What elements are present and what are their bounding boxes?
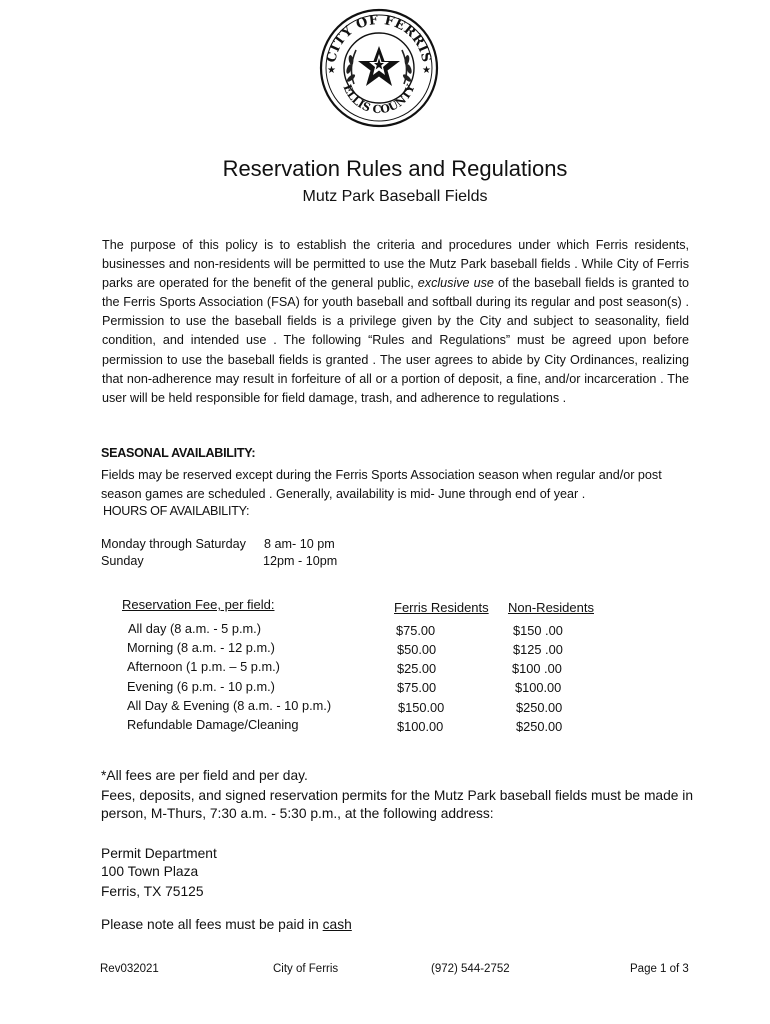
city-seal — [318, 6, 440, 130]
fee-label: Refundable Damage/Cleaning — [127, 717, 299, 732]
footer-revision: Rev032021 — [100, 963, 159, 975]
payment-method: cash — [322, 917, 352, 932]
fee-resident: $75.00 — [396, 623, 436, 638]
address-city: Ferris, TX 75125 — [101, 884, 204, 899]
hours-time: 8 am- 10 pm — [264, 537, 335, 551]
payment-note: Please note all fees must be paid in cash — [101, 917, 352, 932]
seasonal-heading: SEASONAL AVAILABILITY: — [101, 446, 256, 460]
fee-resident: $100.00 — [397, 719, 444, 734]
fee-header-nonresidents: Non-Residents — [508, 600, 594, 615]
fee-nonresident: $250.00 — [516, 700, 563, 715]
deposits-note-line1: Fees, deposits, and signed reservation permits for the Mutz Park baseball fields must be made in — [101, 788, 694, 803]
svg-text:★: ★ — [327, 65, 336, 76]
page-title: Reservation Rules and Regulations — [222, 156, 568, 181]
address-street: 100 Town Plaza — [101, 864, 199, 879]
fees-note: *All fees are per field and per day. — [101, 768, 308, 783]
svg-text:★: ★ — [422, 65, 431, 76]
fee-header-residents: Ferris Residents — [394, 600, 489, 615]
page-subtitle: Mutz Park Baseball Fields — [302, 188, 488, 205]
deposits-note-line2: person, M-Thurs, 7:30 a.m. - 5:30 p.m., at the following address: — [101, 806, 494, 821]
footer-page: Page 1 of 3 — [630, 963, 689, 975]
seasonal-text: Fields may be reserved except during the Ferris Sports Association season when regular and/or post season games are scheduled . Generally, availability is mid- June through end of year . — [101, 468, 662, 501]
hours-day: Sunday — [101, 554, 144, 568]
fee-nonresident: $250.00 — [516, 719, 563, 734]
fee-label: Evening (6 p.m. - 10 p.m.) — [127, 679, 275, 694]
fee-label: All day (8 a.m. - 5 p.m.) — [128, 621, 261, 636]
seal-top-text: CITY OF FERRIS — [324, 12, 434, 65]
hours-heading: HOURS OF AVAILABILITY: — [103, 504, 250, 518]
intro-emphasis: exclusive use — [417, 276, 494, 291]
fee-label: Morning (8 a.m. - 12 p.m.) — [127, 640, 275, 655]
footer-org: City of Ferris — [273, 963, 339, 975]
address-dept: Permit Department — [101, 846, 217, 861]
hours-day: Monday through Saturday — [101, 537, 246, 551]
fee-nonresident: $150 .00 — [513, 623, 563, 638]
fee-nonresident: $100 .00 — [512, 661, 562, 676]
fee-label: Afternoon (1 p.m. – 5 p.m.) — [127, 659, 280, 674]
fee-resident: $25.00 — [397, 661, 437, 676]
fee-resident: $75.00 — [397, 680, 437, 695]
fee-label: All Day & Evening (8 a.m. - 10 p.m.) — [127, 698, 332, 713]
footer-phone: (972) 544-2752 — [431, 963, 510, 975]
fee-header-label: Reservation Fee, per field: — [122, 597, 275, 612]
fee-resident: $150.00 — [398, 700, 445, 715]
fee-nonresident: $125 .00 — [513, 642, 563, 657]
svg-text:ELLIS COUNTY — [341, 83, 418, 117]
hours-time: 12pm - 10pm — [263, 554, 338, 568]
fee-nonresident: $100.00 — [515, 680, 562, 695]
intro-paragraph: The purpose of this policy is to establish the criteria and procedures under which Ferris residents, businesses and non-residents will be permitted to use the Mutz Park baseball fields . While City of Ferris parks are operated for the benefit of the general public, exclusive use of the baseball fields is granted to the Ferris Sports Association (FSA) for youth baseball and softball during its regular and post season(s) . Permission to use the baseball fields is a privilege given by the City and subject to seasonality, field condition, and intended use . The following “Rules and Regulations” must be agreed upon before permission to use the baseball fields is granted . The user agrees to abide by City Ordinances, realizing that non-adherence may result in forfeiture of all or a portion of deposit, a fine, and/or incarceration . The user will be held responsible for field damage, trash, and adherence to regulations . — [102, 238, 689, 405]
seal-bottom-text: ELLIS COUNTY — [340, 82, 418, 117]
fee-resident: $50.00 — [397, 642, 437, 657]
